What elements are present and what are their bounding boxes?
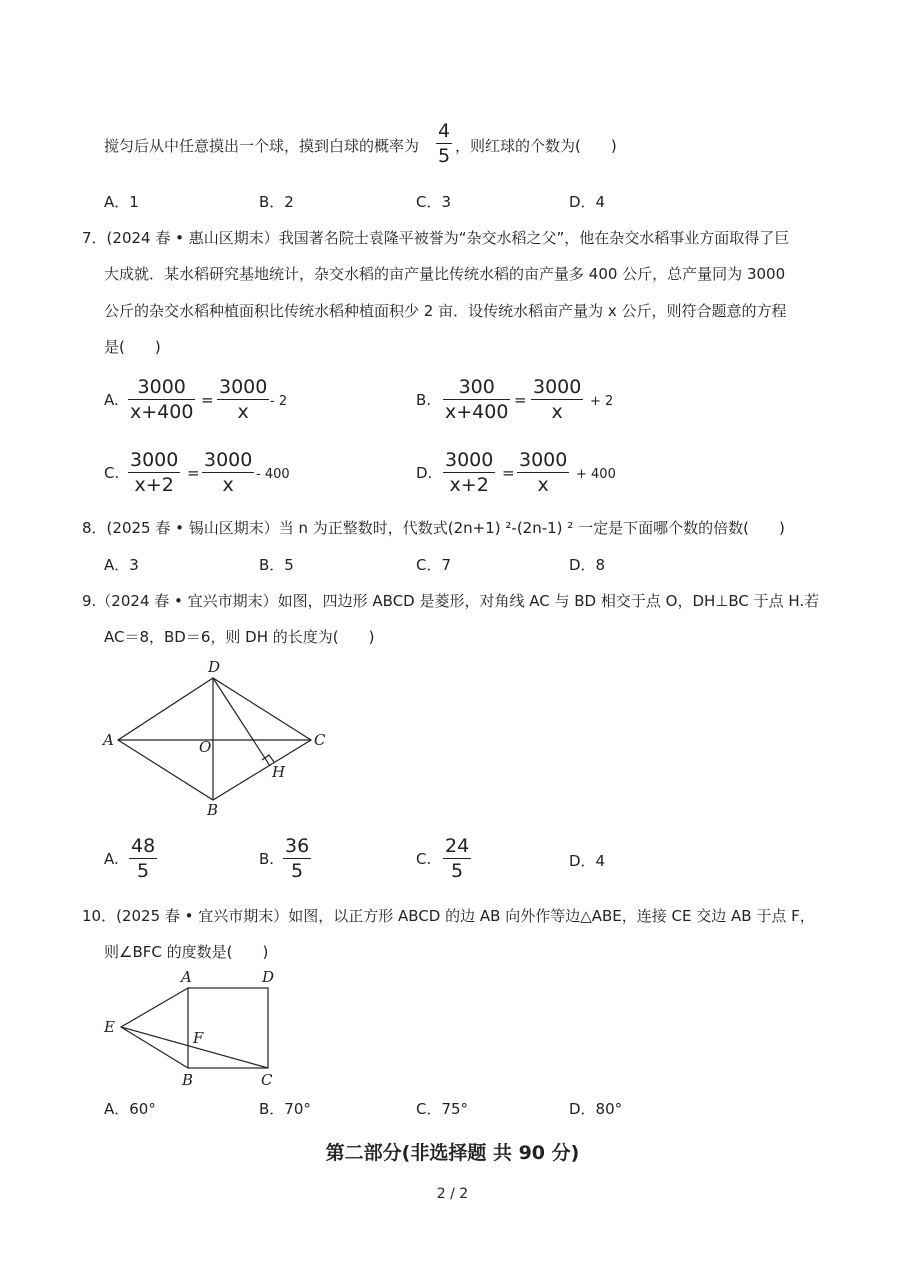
segment-dh	[213, 678, 270, 766]
option-label: A.	[104, 850, 119, 868]
fraction-bar	[129, 858, 157, 859]
option-fraction-right	[531, 376, 583, 423]
option-fraction-left	[128, 376, 195, 423]
option-fraction-left	[128, 449, 180, 496]
option-fraction-right	[517, 449, 569, 496]
triangle-abe-sides	[121, 988, 188, 1068]
fraction-numerator: 3000	[445, 449, 494, 471]
fraction-numerator: 3000	[130, 449, 179, 471]
fraction-bar	[217, 399, 269, 400]
q8-stem: 8．(2025 春 • 锡山区期末）当 n 为正整数时，代数式(2n+1) ²-(2n-1) ² 一定是下面哪个数的倍数( )	[82, 519, 785, 537]
fraction-bar	[443, 399, 510, 400]
q6-probability-fraction	[436, 120, 452, 167]
fraction-denominator: 5	[137, 860, 150, 882]
label-a: A	[103, 731, 114, 749]
q10-option-b[interactable]: B．70°	[259, 1100, 311, 1118]
q7-stem-line2: 大成就．某水稻研究基地统计，杂交水稻的亩产量比传统水稻的亩产量多 400 公斤，总产量同为 3000	[104, 265, 786, 283]
label-c: C	[314, 731, 326, 749]
option-fraction-right	[202, 449, 254, 496]
fraction-bar	[436, 143, 452, 144]
label-e: E	[104, 1018, 115, 1036]
q10-option-d[interactable]: D．80°	[569, 1100, 623, 1118]
fraction-denominator: x	[237, 401, 249, 423]
q6-stem-before: 搅匀后从中任意摸出一个球，摸到白球的概率为	[104, 137, 420, 155]
label-b: B	[182, 1071, 194, 1089]
rhombus-outline	[118, 678, 311, 800]
equals-sign: =	[514, 391, 527, 409]
q6-option-d[interactable]: D．4	[569, 193, 606, 211]
fraction-bar	[128, 472, 180, 473]
fraction-numerator: 24	[445, 835, 470, 857]
fraction-denominator: x+400	[445, 401, 509, 423]
label-a: A	[181, 968, 192, 986]
fraction-numerator: 300	[458, 376, 495, 398]
fraction-numerator: 36	[285, 835, 310, 857]
q10-option-a[interactable]: A．60°	[104, 1100, 156, 1118]
q9-option-d[interactable]: D．4	[569, 852, 606, 870]
fraction-denominator: x+2	[134, 474, 174, 496]
fraction-denominator: x	[222, 474, 234, 496]
fraction-bar	[443, 858, 471, 859]
option-label: D.	[416, 464, 433, 482]
fraction-numerator: 3000	[204, 449, 253, 471]
option-label: C.	[104, 464, 120, 482]
q6-option-a[interactable]: A．1	[104, 193, 139, 211]
q8-option-b[interactable]: B．5	[259, 556, 294, 574]
fraction-numerator: 3000	[219, 376, 268, 398]
label-d: D	[208, 658, 221, 676]
rhombus-figure	[100, 655, 340, 820]
equals-sign: =	[187, 464, 200, 482]
fraction-denominator: 5	[451, 860, 464, 882]
q9-stem-line2: AC＝8，BD＝6，则 DH 的长度为( )	[104, 628, 375, 646]
label-c: C	[261, 1071, 273, 1089]
q6-option-b[interactable]: B．2	[259, 193, 294, 211]
label-d: D	[262, 968, 275, 986]
square-abcd	[188, 988, 268, 1068]
option-tail: - 400	[256, 467, 290, 482]
fraction-denominator: x+2	[449, 474, 489, 496]
option-fraction-left	[443, 376, 510, 423]
fraction-denominator: 5	[291, 860, 304, 882]
label-h: H	[272, 763, 286, 781]
q8-option-d[interactable]: D．8	[569, 556, 606, 574]
q7-stem-line3: 公斤的杂交水稻种植面积比传统水稻种植面积少 2 亩．设传统水稻亩产量为 x 公斤，则符合题意的方程	[104, 302, 787, 320]
option-label: C.	[416, 850, 432, 868]
fraction-numerator: 3000	[519, 449, 568, 471]
fraction-bar	[443, 472, 495, 473]
label-o: O	[199, 738, 212, 756]
q10-stem-line2: 则∠BFC 的度数是( )	[104, 943, 269, 961]
option-label: B.	[259, 850, 275, 868]
fraction-numerator: 3000	[533, 376, 582, 398]
option-fraction	[283, 835, 311, 882]
q7-stem-line4: 是( )	[104, 338, 161, 356]
fraction-denominator: x	[551, 401, 563, 423]
q6-option-c[interactable]: C．3	[416, 193, 452, 211]
fraction-numerator: 48	[131, 835, 156, 857]
option-fraction	[443, 835, 471, 882]
label-f: F	[193, 1029, 204, 1047]
square-triangle-figure	[100, 965, 290, 1090]
option-fraction	[129, 835, 157, 882]
section-heading: 第二部分(非选择题 共 90 分)	[325, 1142, 580, 1164]
option-tail: - 2	[270, 394, 288, 409]
option-fraction-right	[217, 376, 269, 423]
q8-option-c[interactable]: C．7	[416, 556, 452, 574]
fraction-bar	[283, 858, 311, 859]
fraction-denominator: x+400	[130, 401, 194, 423]
equals-sign: =	[201, 391, 214, 409]
option-tail: + 400	[576, 467, 616, 482]
fraction-bar	[531, 399, 583, 400]
option-label: B.	[416, 391, 432, 409]
fraction-denominator: x	[537, 474, 549, 496]
fraction-numerator: 3000	[137, 376, 186, 398]
fraction-numerator: 4	[438, 120, 451, 142]
fraction-denominator: 5	[438, 145, 451, 167]
option-label: A.	[104, 391, 119, 409]
fraction-bar	[128, 399, 195, 400]
page-number: 2 / 2	[436, 1186, 469, 1202]
option-tail: + 2	[590, 394, 614, 409]
q10-stem-line1: 10．(2025 春 • 宜兴市期末）如图，以正方形 ABCD 的边 AB 向外作等边△ABE，连接 CE 交边 AB 于点 F，	[82, 907, 815, 925]
fraction-bar	[517, 472, 569, 473]
q10-option-c[interactable]: C．75°	[416, 1100, 469, 1118]
q9-stem-line1: 9.（2024 春 • 宜兴市期末）如图，四边形 ABCD 是菱形，对角线 AC 与 BD 相交于点 O，DH⊥BC 于点 H.若	[82, 592, 820, 610]
fraction-bar	[202, 472, 254, 473]
label-b: B	[207, 801, 219, 819]
q6-stem-after: ，则红球的个数为( )	[455, 137, 617, 155]
q7-stem-line1: 7．(2024 春 • 惠山区期末）我国著名院士袁隆平被誉为“杂交水稻之父”，他在杂交水稻事业方面取得了巨	[82, 229, 790, 247]
q8-option-a[interactable]: A．3	[104, 556, 139, 574]
equals-sign: =	[502, 464, 515, 482]
option-fraction-left	[443, 449, 495, 496]
